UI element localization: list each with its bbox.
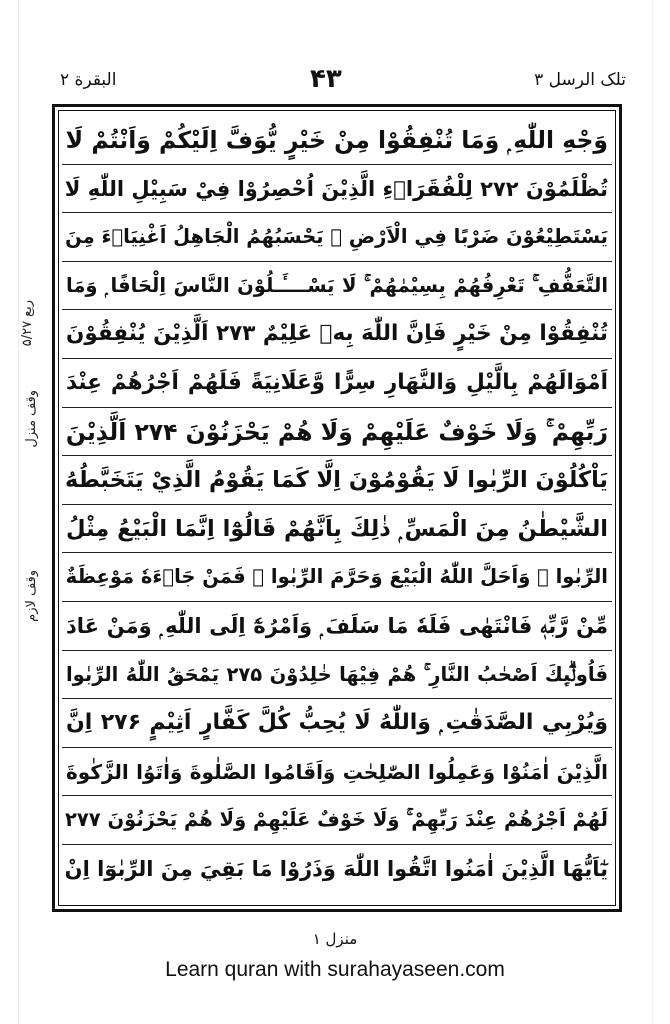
verse-line: وَيُرْبِي الصَّدَقٰتِ ۭ وَاللّٰهُ لَا يُحِبُّ كُلَّ كَفَّارٍ اَثِيْمٍ ۲۷۶ اِنَّ [62,699,612,748]
juz-name: تلک الرسل ۳ [534,70,626,90]
verse-line: لَھُمْ اَجْرُھُمْ عِنْدَ رَبِّهِمْ ۚ وَلَا خَوْفٌ عَلَيْهِمْ وَلَا ھُمْ يَحْزَنُوْنَ ۲۷۷ [62,796,612,845]
verse-line: فَاُولٰۗىِٕكَ اَصْحٰبُ النَّارِ ۚ ھُمْ فِيْهَا خٰلِدُوْنَ ۲۷۵ يَمْحَقُ اللّٰهُ الرِّبٰوا [62,651,612,700]
verse-line: الَّذِيْنَ اٰمَنُوْا وَعَمِلُوا الصّٰلِحٰتِ وَاَقَامُوا الصَّلٰوةَ وَاٰتَوُا الزَّكٰوةَ [62,748,612,797]
verse-line: الشَّيْطٰنُ مِنَ الْمَسِّ ۭ ذٰلِكَ بِاَنَّھُمْ قَالُوْٓا اِنَّمَا الْبَيْعُ مِثْلُ [62,505,612,554]
verse-line: الرِّبٰوا ۘ وَاَحَلَّ اللّٰهُ الْبَيْعَ وَحَرَّمَ الرِّبٰوا ۭ فَمَنْ جَاۗءَهٗ مَوْعِظَةٌ [62,553,612,602]
left-gutter-line [18,0,19,1024]
verse-line: يَسْتَطِيْعُوْنَ ضَرْبًا فِي الْاَرْضِ ۡ يَحْسَبُھُمُ الْجَاهِلُ اَغْنِيَاۗءَ مِنَ [62,213,612,262]
verse-text-block [62,116,612,894]
website-credit: Learn quran with surahayaseen.com [165,958,505,981]
margin-note-waqf-lazim: وقف لازم [24,570,39,622]
verse-line: اَمْوَالَھُمْ بِالَّيْلِ وَالنَّهَارِ سِرًّا وَّعَلَانِيَةً فَلَھُمْ اَجْرُھُمْ عِنْدَ [62,359,612,408]
margin-note-ruku: ربع ۵/۲۷ [20,300,35,347]
manzil-label: منزل ۱ [312,930,358,948]
verse-line: تُنْفِقُوْا مِنْ خَيْرٍ فَاِنَّ اللّٰهَ بِهٖ عَلِيْمٌ ۲۷۳ اَلَّذِيْنَ يُنْفِقُوْنَ [62,310,612,359]
page-number: ۴۳ [310,64,342,94]
surah-name: البقرة ۲ [60,70,117,90]
verse-line: وَجْهِ اللّٰهِ ۭ وَمَا تُنْفِقُوْا مِنْ خَيْرٍ يُّوَفَّ اِلَيْكُمْ وَاَنْتُمْ لَا [62,116,612,165]
verse-line: يٰٓاَيُّهَا الَّذِيْنَ اٰمَنُوا اتَّقُوا اللّٰهَ وَذَرُوْا مَا بَقِيَ مِنَ الرِّبٰوٓا اِنْ [64,856,608,881]
verse-line: تُظْلَمُوْنَ ۲۷۲ لِلْفُقَرَاۗءِ الَّذِيْنَ اُحْصِرُوْا فِيْ سَبِيْلِ اللّٰهِ لَا [62,165,612,214]
verse-line: مِّنْ رَّبِّهٖ فَانْتَهٰى فَلَهٗ مَا سَلَفَ ۭ وَاَمْرُهٗٓ اِلَى اللّٰهِ ۭ وَمَنْ عَادَ [62,602,612,651]
right-gutter-line [652,0,653,1024]
verse-line: يَاْكُلُوْنَ الرِّبٰوا لَا يَقُوْمُوْنَ اِلَّا كَمَا يَقُوْمُ الَّذِيْ يَتَخَبَّطُهُ [62,456,612,505]
verse-line: رَبِّهِمْ ۚ وَلَا خَوْفٌ عَلَيْهِمْ وَلَا ھُمْ يَحْزَنُوْنَ ۲۷۴ اَلَّذِيْنَ [62,408,612,457]
page-header [60,64,626,100]
margin-note-waqf: وقف منزل [24,390,39,448]
verse-line: التَّعَفُّفِ ۚ تَعْرِفُھُمْ بِسِيْمٰھُمْ ۚ لَا يَسْــــَٔـلُوْنَ النَّاسَ اِلْحَافًا ۭ وَمَا [62,262,612,311]
